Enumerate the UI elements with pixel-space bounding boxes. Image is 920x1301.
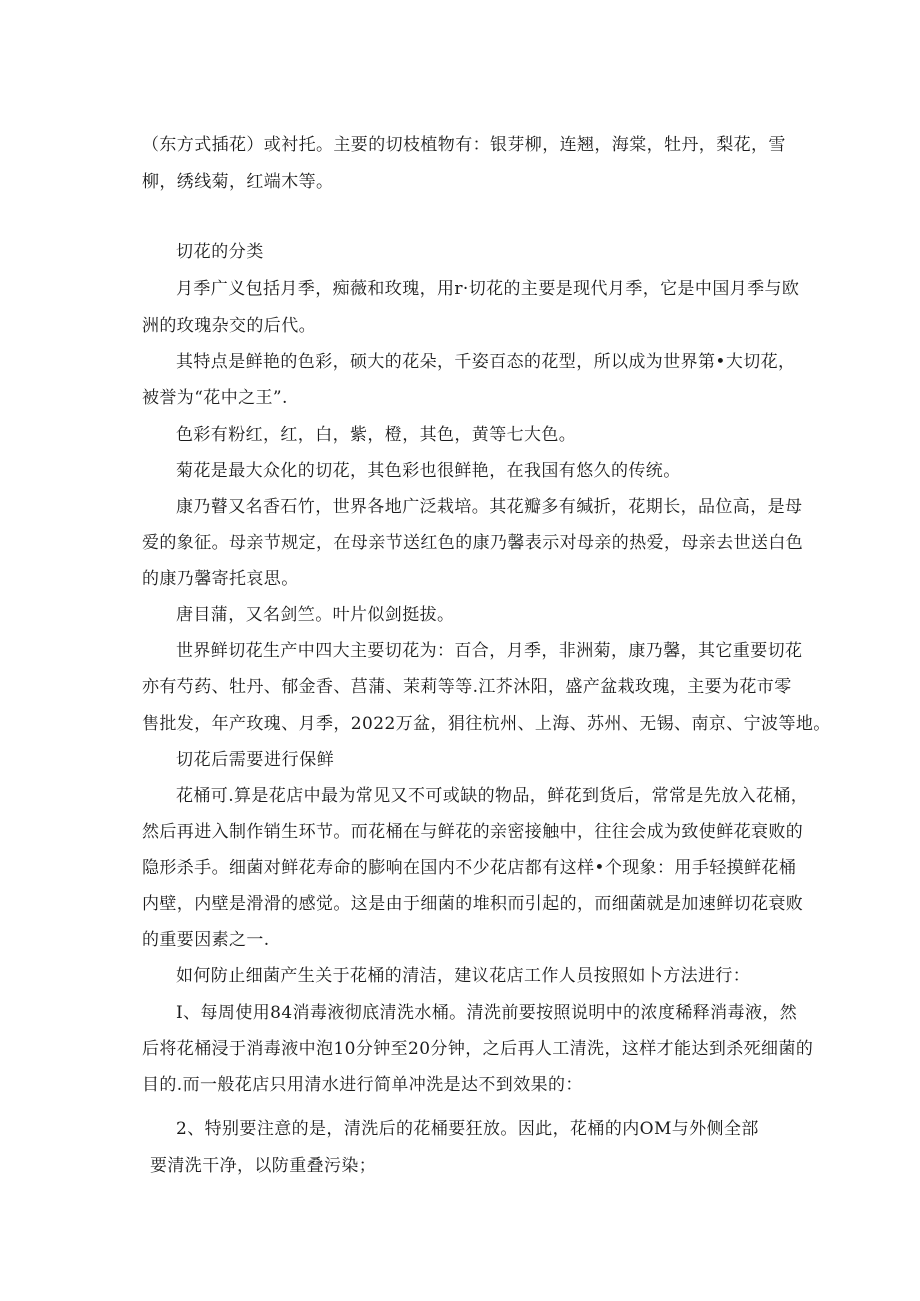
list-item-1-line-3: 目的.而一般花店只用清水进行简单冲洗是达不到效果的： bbox=[142, 1075, 583, 1095]
paragraph-line-chrysanthemum: 菊花是最大众化的切花，其色彩也很鲜艳，在我国有悠久的传统。 bbox=[176, 461, 681, 481]
paragraph-line-how-to-prevent: 如何防止细菌产生关于花桶的清洁，建议花店工作人员按照如卜方法进行： bbox=[176, 966, 751, 986]
paragraph-line-rose-1: 月季广义包括月季，痴薇和玫瑰，用r·切花的主要是现代月季，它是中国月季与欧 bbox=[176, 279, 800, 299]
paragraph-line-bucket-4: 内壁，内壁是滑滑的感觉。这是由于细菌的堆积而引起的，而细菌就是加速鲜切花衰败 bbox=[142, 894, 804, 914]
paragraph-line-2: 柳，绣线菊，红端木等。 bbox=[142, 172, 334, 192]
list-item-1-line-1: I、每周使用84消毒液彻底清洗水桶。清洗前要按照说明中的浓度稀释消毒液，然 bbox=[176, 1003, 798, 1023]
paragraph-line-bucket-2: 然后再进入制作销生环节。而花桶在与鲜花的亲密接触中，往往会成为致使鲜花衰败的 bbox=[142, 822, 804, 842]
paragraph-line-carnation-3: 的康乃馨寄托哀思。 bbox=[142, 569, 299, 589]
paragraph-line-bucket-1: 花桶可.算是花店中最为常见又不可或缺的物品，鲜花到货后，常常是先放入花桶， bbox=[176, 786, 809, 806]
paragraph-line-carnation-1: 康乃瞽又名香石竹，世界各地广泛栽培。其花瓣多有缄折，花期长，品位高，是母 bbox=[176, 497, 803, 517]
section-heading-preservation: 切花后需要进行保鲜 bbox=[176, 750, 335, 770]
section-heading-cut-flower-types: 切花的分类 bbox=[176, 242, 264, 262]
list-item-1-line-2: 后将花桶浸于消毒液中泡10分钟至20分钟，之后再人工清洗，这样才能达到杀死细菌的 bbox=[142, 1039, 814, 1059]
list-item-2-line-1: 2、特别要注意的是，清洗后的花桶要狂放。因此，花桶的内OM与外侧全部 bbox=[176, 1119, 759, 1139]
paragraph-line-rose-2: 洲的玫瑰杂交的后代。 bbox=[142, 316, 316, 336]
paragraph-line-world-3: 售批发，年产玫瑰、月季，2022万盆，狷往杭州、上海、苏州、无锡、南京、宁波等地。 bbox=[142, 714, 831, 734]
paragraph-line-bucket-5: 的重要因素之一. bbox=[142, 930, 270, 950]
paragraph-line-carnation-2: 爱的象征。母亲节规定，在母亲节送红色的康乃馨表示对母亲的热爱，母亲去世送白色 bbox=[142, 533, 804, 553]
paragraph-line-world-2: 亦有芍药、牡丹、郁金香、莒蒲、茉莉等等.江芥沐阳，盛产盆栽玫瑰，主要为花市零 bbox=[142, 677, 792, 697]
paragraph-line-1: （东方式插花）或衬托。主要的切枝植物有：银芽柳，连翘，海棠，牡丹，梨花，雪 bbox=[142, 135, 786, 155]
paragraph-line-features-2: 被誉为“花中之王”. bbox=[142, 388, 288, 408]
paragraph-line-bucket-3: 隐形杀手。细菌对鲜花寿命的膨响在国内不少花店都有这样•个现象：用手轻摸鲜花桶 bbox=[142, 858, 797, 878]
paragraph-line-world-1: 世界鲜切花生产中四大主要切花为：百合，月季，非洲菊，康乃馨，其它重要切花 bbox=[176, 641, 803, 661]
paragraph-line-colors: 色彩有粉红，红，白，紫，橙，其色，黄等七大色。 bbox=[176, 425, 577, 445]
list-item-2-line-2: 要清洗干净，以防重叠污染； bbox=[150, 1156, 377, 1176]
paragraph-line-gladiolus: 唐目蒲，又名剑竺。叶片似剑挺拔。 bbox=[176, 605, 455, 625]
paragraph-line-features-1: 其特点是鲜艳的色彩，硕大的花朵，千姿百态的花型，所以成为世界第•大切花， bbox=[176, 352, 796, 372]
